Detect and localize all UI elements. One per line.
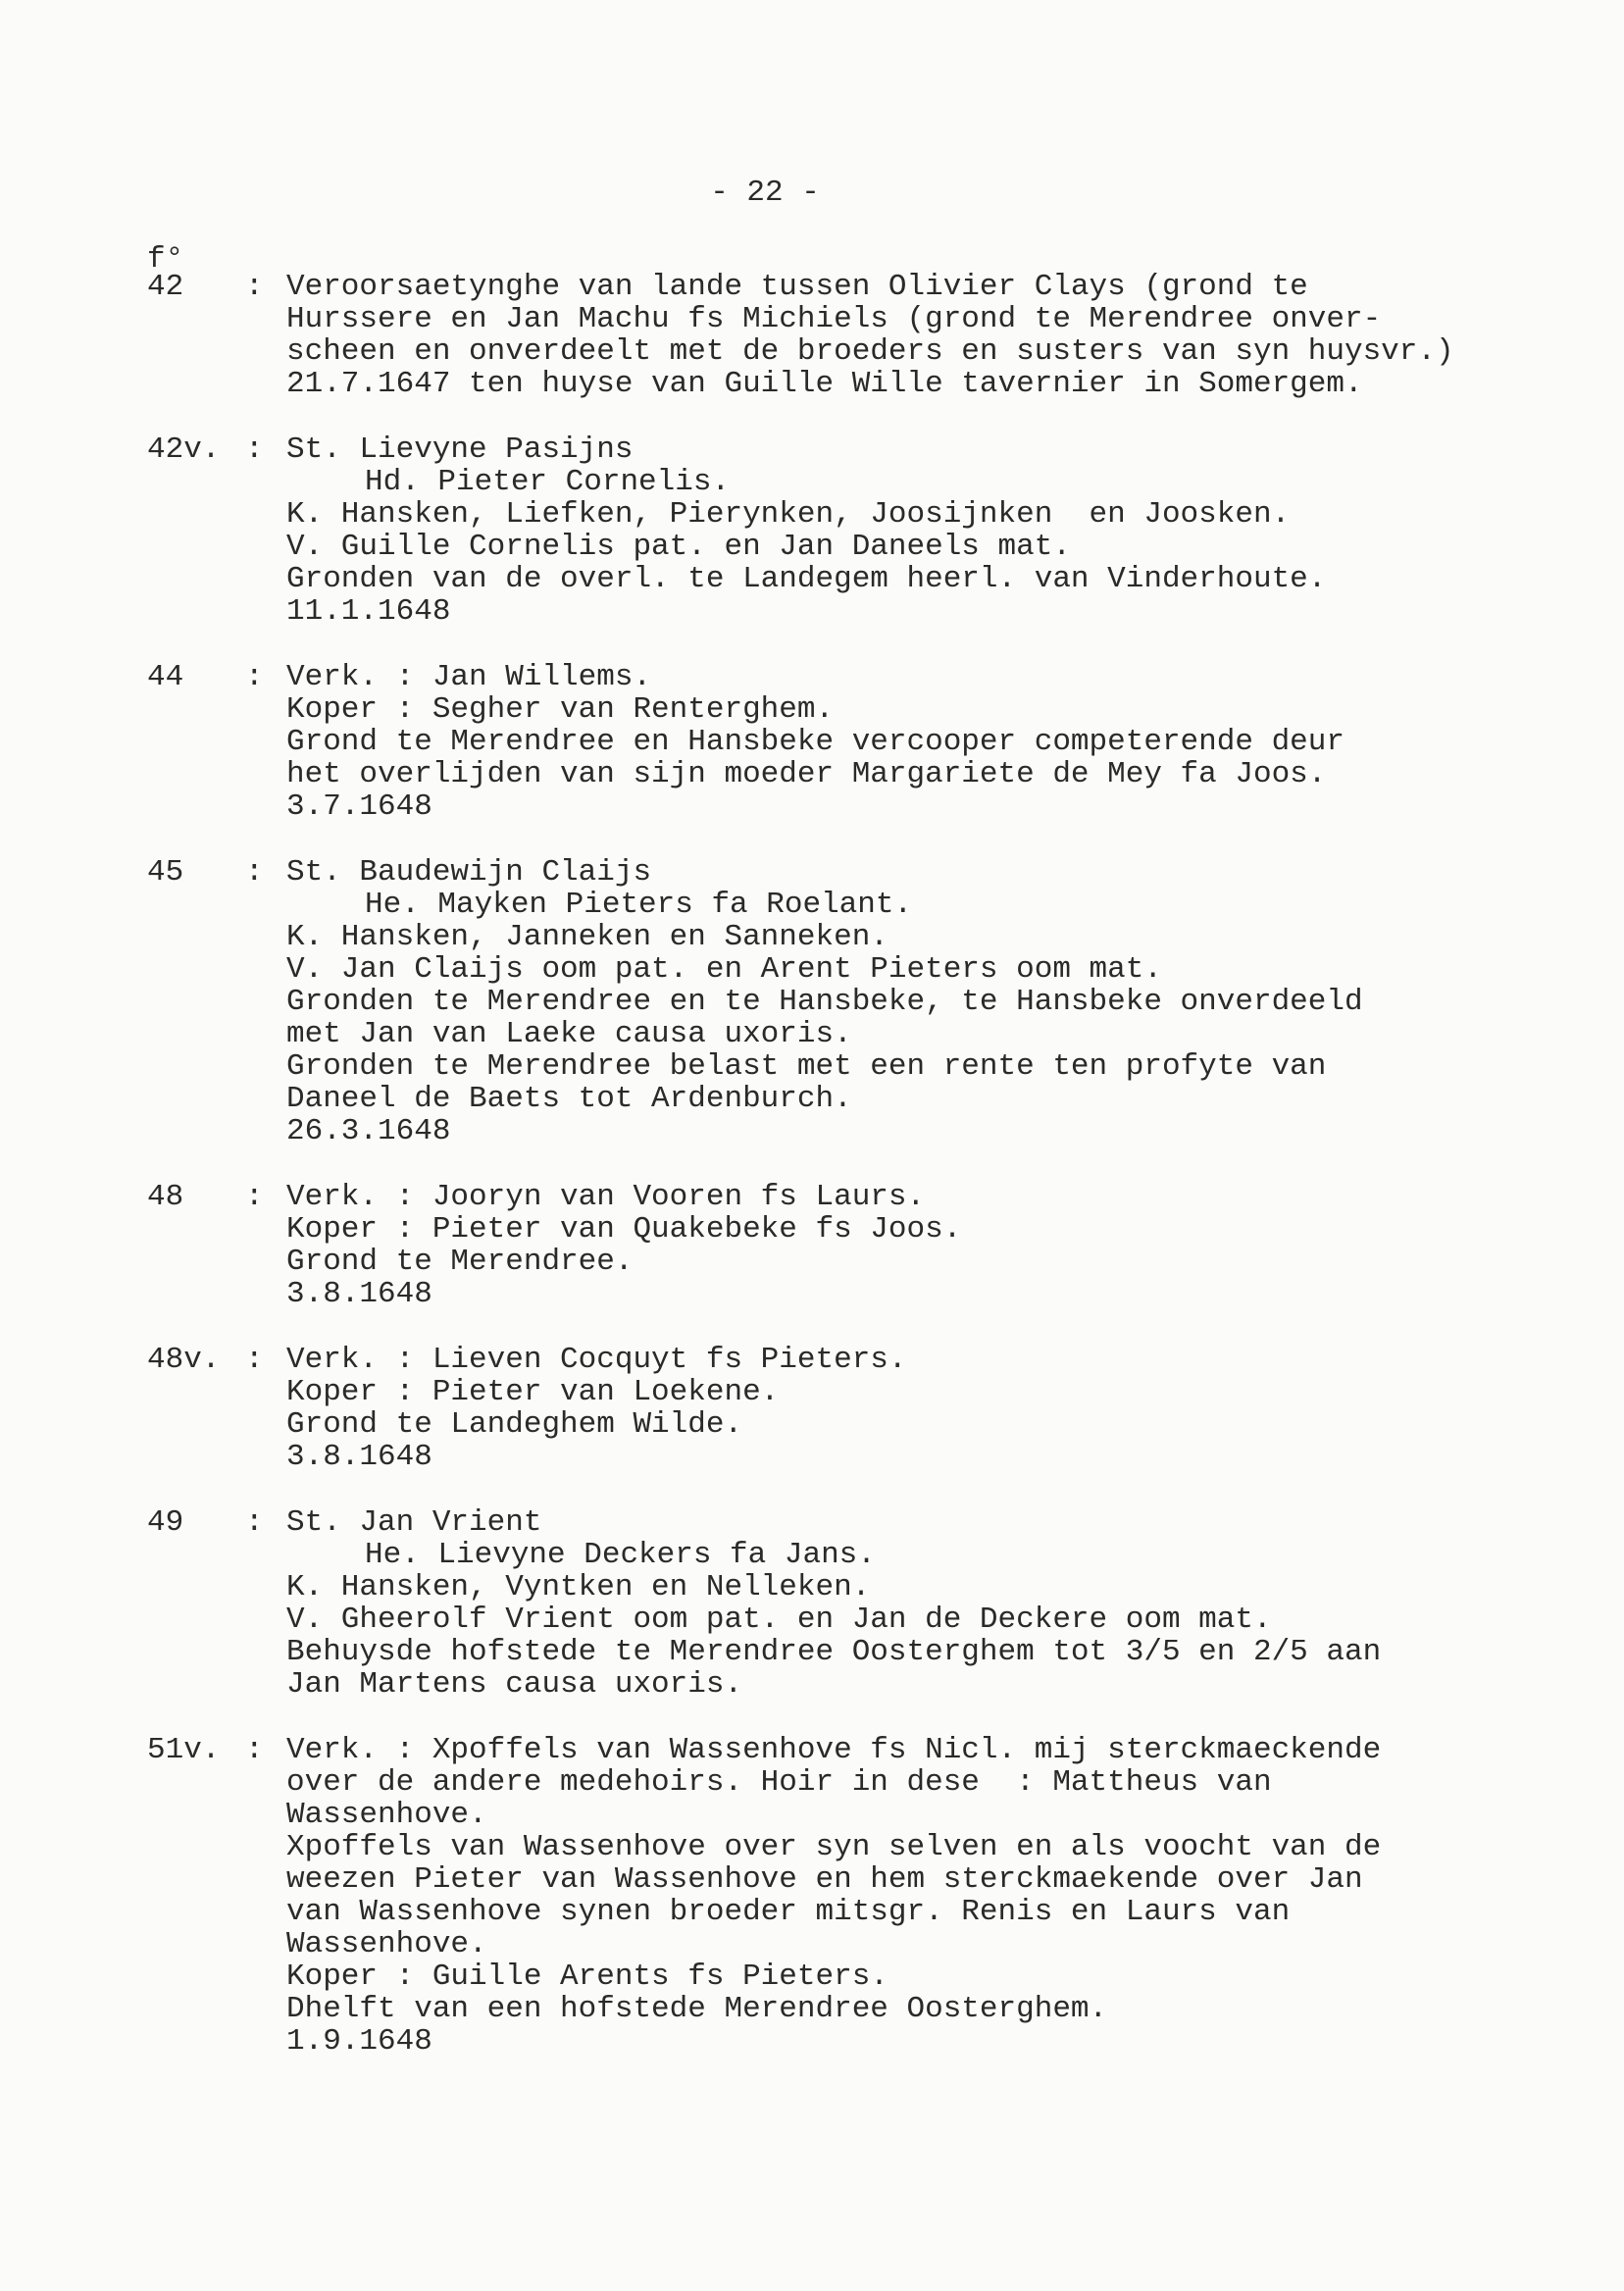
entry-line: He. Mayken Pieters fa Roelant. xyxy=(365,888,913,922)
folio-separator: : xyxy=(245,270,264,304)
entry-line: V. Gheerolf Vrient oom pat. en Jan de Deckere oom mat. xyxy=(286,1603,1272,1637)
entry-line: Verk. : Xpoffels van Wassenhove fs Nicl. mij sterckmaeckende xyxy=(286,1733,1382,1767)
entry-line: Grond te Merendree en Hansbeke vercooper competerende deur xyxy=(286,725,1345,759)
entry-line: 11.1.1648 xyxy=(286,594,451,629)
entry-body xyxy=(286,1181,1540,1310)
entry-list xyxy=(147,271,1540,2091)
folio-number: 42v. xyxy=(147,433,221,467)
entry-line: St. Lievyne Pasijns xyxy=(286,433,634,467)
entry-line: Hd. Pieter Cornelis. xyxy=(365,465,731,499)
entry-line: Gronden te Merendree en te Hansbeke, te Hansbeke onverdeeld xyxy=(286,985,1363,1019)
entry-line: V. Jan Claijs oom pat. en Arent Pieters oom mat. xyxy=(286,952,1162,987)
register-entry xyxy=(147,1344,1540,1473)
entry-line: scheen en onverdeelt met de broeders en susters van syn huysvr.) xyxy=(286,334,1454,369)
entry-line: K. Hansken, Vyntken en Nelleken. xyxy=(286,1570,871,1604)
entry-line: Hurssere en Jan Machu fs Michiels (grond te Merendree onver- xyxy=(286,302,1382,336)
entry-line: He. Lievyne Deckers fa Jans. xyxy=(365,1538,876,1572)
entry-line: 1.9.1648 xyxy=(286,2024,432,2059)
entry-line: Daneel de Baets tot Ardenburch. xyxy=(286,1082,852,1116)
register-entry xyxy=(147,271,1540,400)
folio-number: 51v. xyxy=(147,1733,221,1767)
entry-body xyxy=(286,1344,1540,1473)
entry-line: St. Jan Vrient xyxy=(286,1505,542,1540)
folio-label: f° xyxy=(147,242,184,277)
page-number: - 22 - xyxy=(710,176,820,210)
entry-line: 21.7.1647 ten huyse van Guille Wille tavernier in Somergem. xyxy=(286,367,1363,401)
entry-body xyxy=(286,271,1540,400)
entry-line: Verk. : Lieven Cocquyt fs Pieters. xyxy=(286,1343,907,1377)
folio-number: 45 xyxy=(147,855,184,890)
entry-line: 3.7.1648 xyxy=(286,789,432,824)
entry-line: Veroorsaetynghe van lande tussen Olivier Clays (grond te xyxy=(286,270,1308,304)
folio-number: 48 xyxy=(147,1180,184,1214)
folio-separator: : xyxy=(245,1180,264,1214)
register-entry xyxy=(147,661,1540,823)
entry-line: Koper : Pieter van Quakebeke fs Joos. xyxy=(286,1212,962,1247)
entry-line: Verk. : Jooryn van Vooren fs Laurs. xyxy=(286,1180,926,1214)
folio-number: 44 xyxy=(147,660,184,694)
entry-line: K. Hansken, Liefken, Pierynken, Joosijnken en Joosken. xyxy=(286,497,1291,532)
entry-line: Koper : Guille Arents fs Pieters. xyxy=(286,1960,888,1994)
folio-number: 49 xyxy=(147,1505,184,1540)
folio-number: 48v. xyxy=(147,1343,221,1377)
folio-separator: : xyxy=(245,1343,264,1377)
register-entry xyxy=(147,1506,1540,1701)
entry-line: Koper : Segher van Renterghem. xyxy=(286,692,835,727)
entry-line: Grond te Merendree. xyxy=(286,1245,634,1279)
entry-line: Jan Martens causa uxoris. xyxy=(286,1667,743,1702)
folio-separator: : xyxy=(245,1505,264,1540)
entry-line: V. Guille Cornelis pat. en Jan Daneels mat. xyxy=(286,530,1071,564)
entry-line: K. Hansken, Janneken en Sanneken. xyxy=(286,920,888,954)
entry-line: het overlijden van sijn moeder Margariete de Mey fa Joos. xyxy=(286,757,1327,791)
entry-body xyxy=(286,1734,1540,2058)
folio-separator: : xyxy=(245,433,264,467)
register-entry xyxy=(147,1181,1540,1310)
entry-body xyxy=(286,1506,1540,1701)
entry-line: met Jan van Laeke causa uxoris. xyxy=(286,1017,852,1051)
entry-line: weezen Pieter van Wassenhove en hem sterckmaekende over Jan xyxy=(286,1862,1363,1897)
folio-separator: : xyxy=(245,1733,264,1767)
entry-line: Gronden te Merendree belast met een rente ten profyte van xyxy=(286,1049,1327,1084)
register-entry xyxy=(147,1734,1540,2058)
entry-line: Verk. : Jan Willems. xyxy=(286,660,652,694)
folio-number: 42 xyxy=(147,270,184,304)
entry-line: 3.8.1648 xyxy=(286,1277,432,1311)
entry-line: Wassenhove. xyxy=(286,1927,487,1961)
entry-line: over de andere medehoirs. Hoir in dese : Mattheus van xyxy=(286,1765,1272,1800)
entry-line: Behuysde hofstede te Merendree Oosterghem tot 3/5 en 2/5 aan xyxy=(286,1635,1382,1669)
entry-line: 26.3.1648 xyxy=(286,1114,451,1148)
entry-line: St. Baudewijn Claijs xyxy=(286,855,652,890)
entry-line: Xpoffels van Wassenhove over syn selven en als voocht van de xyxy=(286,1830,1382,1864)
entry-body xyxy=(286,661,1540,823)
entry-body xyxy=(286,856,1540,1147)
folio-separator: : xyxy=(245,660,264,694)
entry-line: Koper : Pieter van Loekene. xyxy=(286,1375,780,1409)
entry-line: Wassenhove. xyxy=(286,1798,487,1832)
entry-line: 3.8.1648 xyxy=(286,1440,432,1474)
register-entry xyxy=(147,856,1540,1147)
entry-line: Gronden van de overl. te Landegem heerl. van Vinderhoute. xyxy=(286,562,1327,596)
register-entry xyxy=(147,433,1540,628)
entry-line: van Wassenhove synen broeder mitsgr. Renis en Laurs van xyxy=(286,1895,1291,1929)
entry-body xyxy=(286,433,1540,628)
entry-line: Grond te Landeghem Wilde. xyxy=(286,1407,743,1442)
entry-line: Dhelft van een hofstede Merendree Oosterghem. xyxy=(286,1992,1108,2026)
folio-separator: : xyxy=(245,855,264,890)
